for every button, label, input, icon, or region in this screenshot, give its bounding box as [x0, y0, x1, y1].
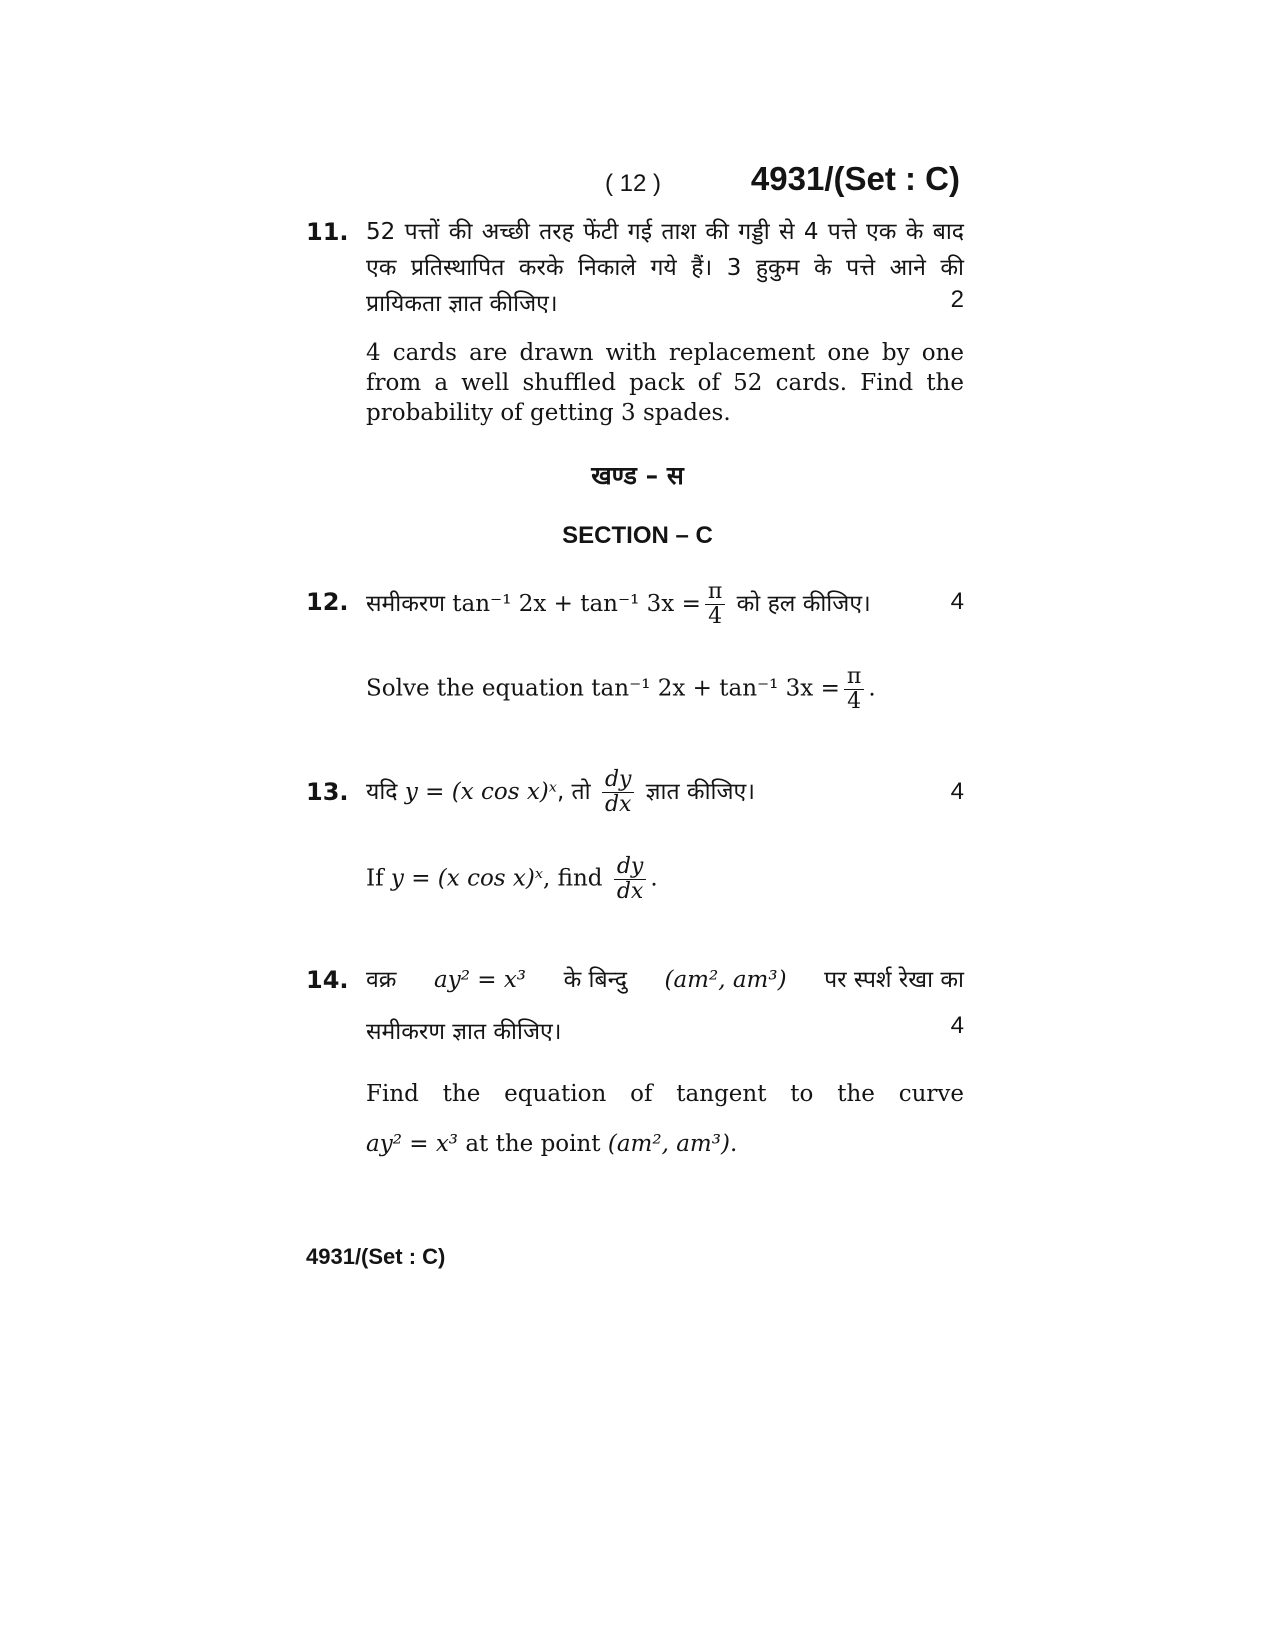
question-number: 12.	[306, 588, 349, 616]
question-14	[306, 966, 964, 1166]
fraction-numerator: dy	[614, 855, 647, 880]
question-12-hindi	[366, 580, 964, 629]
section-title-english: SECTION – C	[562, 522, 713, 549]
question-13-hindi-before: यदि	[366, 779, 398, 805]
page-number: ( 12 )	[605, 170, 662, 197]
derivative-fraction	[614, 855, 647, 904]
fraction-denominator: dx	[616, 879, 644, 904]
question-14-hindi-line1	[366, 960, 964, 1000]
fraction-numerator: π	[844, 665, 864, 690]
question-11-hindi: 52 पत्तों की अच्छी तरह फेंटी गई ताश की गड्डी से 4 पत्ते एक के बाद एक प्रतिस्थापित करके निकाले गये हैं। 3 हुकुम के पत्ते आने की प्रायिकता ज्ञात कीजिए।	[366, 219, 964, 317]
question-13-english: If y = (x cos x)ˣ, find $\frac{dy}{dx}$ .	[366, 854, 658, 904]
point: (am², am³)	[664, 967, 787, 993]
page-header	[300, 160, 960, 210]
pi-over-4-fraction	[705, 580, 725, 629]
question-12-hindi-before: समीकरण	[366, 591, 445, 617]
fraction-denominator: 4	[847, 689, 862, 714]
equation-lhs: tan⁻¹ 2x + tan⁻¹ 3x =	[452, 591, 701, 617]
fraction-numerator: dy	[602, 768, 635, 793]
set-code: 4931/(Set : C)	[750, 160, 960, 197]
question-14-marks: 4	[950, 1012, 964, 1039]
question-number: 11.	[306, 218, 349, 246]
question-14-hindi-line2: समीकरण ज्ञात कीजिए।	[366, 1019, 562, 1045]
question-12	[306, 579, 964, 738]
question-13-hindi-after: ज्ञात कीजिए।	[645, 779, 755, 805]
fraction-numerator: π	[705, 580, 725, 605]
question-13-english-if: If	[366, 865, 384, 892]
question-11-marks: 2	[950, 286, 964, 313]
pi-over-4-fraction	[844, 665, 864, 714]
footer-set-code: 4931/(Set : C)	[306, 1244, 446, 1269]
fraction-denominator: 4	[708, 604, 723, 629]
question-11	[306, 214, 964, 426]
fraction-denominator: dx	[604, 792, 632, 817]
curve-equation: ay² = x³	[434, 967, 527, 993]
question-14-english-line2: ay² = x³ at the point (am², am³).	[366, 1131, 738, 1157]
question-14-english-line1: Find the equation of tangent to the curve	[366, 1081, 964, 1107]
equation: y = (x cos x)ˣ	[404, 779, 557, 805]
equation-lhs: tan⁻¹ 2x + tan⁻¹ 3x =	[591, 675, 840, 702]
equation: y = (x cos x)ˣ	[390, 865, 544, 892]
question-14-hindi-b: के बिन्दु	[563, 967, 627, 993]
question-12-hindi-after: को हल कीजिए।	[736, 591, 871, 617]
question-13-english-find: , find	[543, 865, 603, 892]
question-13-marks: 4	[950, 778, 964, 805]
question-14-english-mid: at the point	[465, 1131, 601, 1157]
question-number: 14.	[306, 966, 349, 994]
derivative-fraction	[602, 768, 635, 817]
question-13-hindi	[366, 768, 964, 817]
section-title-hindi: खण्ड – स	[591, 461, 684, 490]
question-number: 13.	[306, 778, 349, 806]
question-13-hindi-mid: , तो	[556, 779, 591, 805]
question-14-hindi-a: वक्र	[366, 967, 397, 993]
point: (am², am³)	[607, 1131, 730, 1157]
question-11-english: 4 cards are drawn with replacement one by one from a well shuffled pack of 52 cards. Find the probability of getting 3 spades.	[366, 340, 964, 426]
question-14-hindi-c: पर स्पर्श रेखा का	[824, 967, 964, 993]
question-12-english: Solve the equation tan⁻¹ 2x + tan⁻¹ 3x = $\frac{\pi}{4}$ .	[366, 664, 876, 714]
question-13	[306, 767, 964, 928]
question-12-english-before: Solve the equation	[366, 675, 584, 702]
curve-equation: ay² = x³	[366, 1131, 459, 1157]
question-12-marks: 4	[950, 588, 964, 615]
